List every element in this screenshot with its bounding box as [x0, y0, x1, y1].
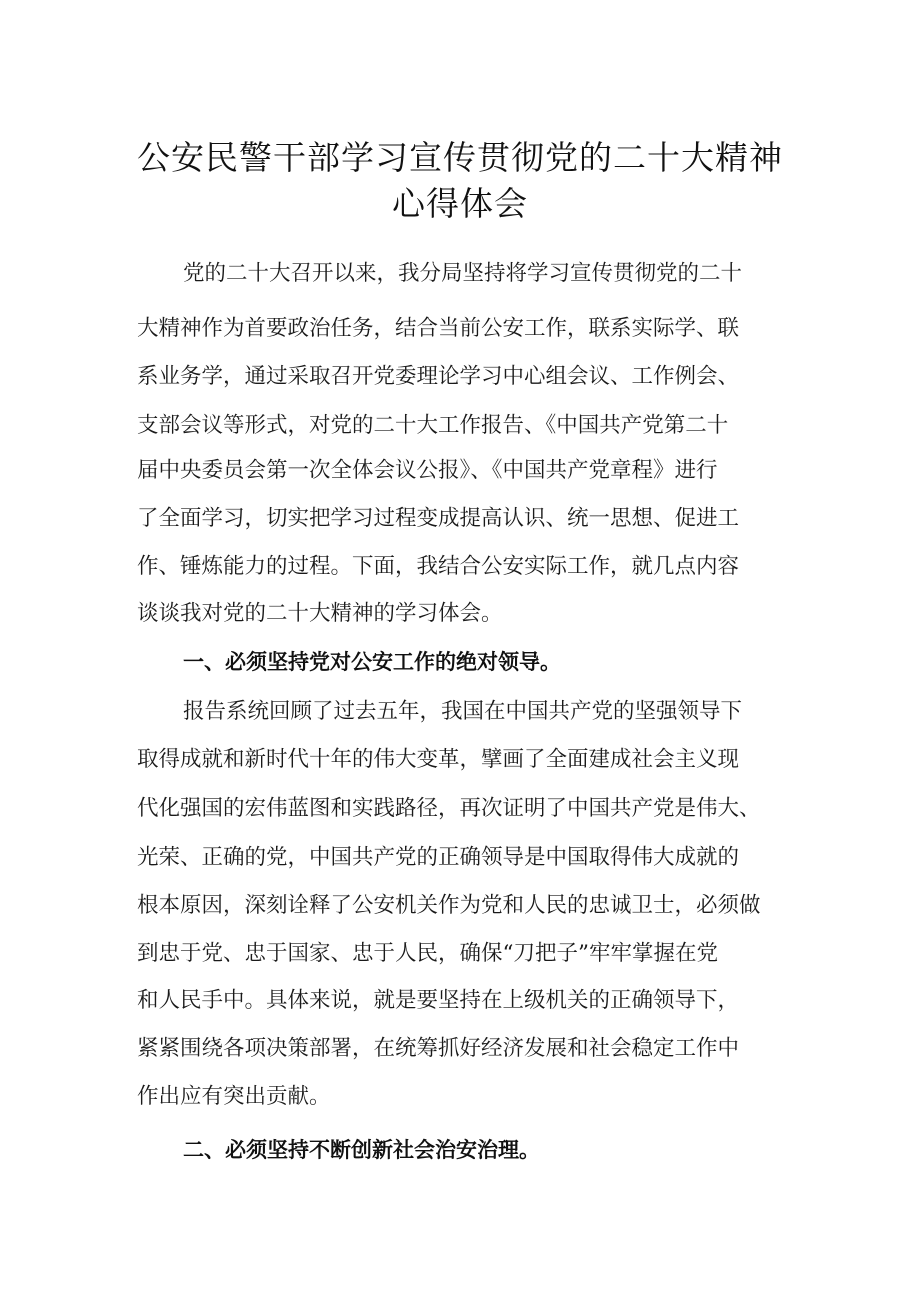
intro-line: 谈谈我对党的二十大精神的学习体会。 [137, 601, 503, 626]
section-1-line: 报告系统回顾了过去五年，我国在中国共产党的坚强领导下 [183, 699, 743, 724]
section-1-line: 紧紧围绕各项决策部署，在统筹抓好经济发展和社会稳定工作中 [137, 1036, 740, 1061]
section-1-line: 代化强国的宏伟蓝图和实践路径，再次证明了中国共产党是伟大、 [137, 796, 761, 821]
section-1-line: 根本原因，深刻诠释了公安机关作为党和人民的忠诚卫士，必须做 [137, 893, 761, 918]
section-1-line: 到忠于党、忠于国家、忠于人民，确保“刀把子”牢牢掌握在党 [137, 941, 718, 966]
section-1-line: 光荣、正确的党，中国共产党的正确领导是中国取得伟大成就的 [137, 845, 740, 870]
document-title-line-2: 心得体会 [392, 184, 528, 223]
section-1-heading: 一、必须坚持党对公安工作的绝对领导。 [183, 650, 561, 674]
document-title-line-1: 公安民警干部学习宣传贯彻党的二十大精神 [137, 138, 783, 177]
section-1-line: 作出应有突出贡献。 [137, 1084, 331, 1109]
section-1-line: 取得成就和新时代十年的伟大变革，擘画了全面建成社会主义现 [137, 747, 740, 772]
intro-line: 系业务学，通过采取召开党委理论学习中心组会议、工作例会、 [137, 364, 740, 389]
intro-line: 大精神作为首要政治任务，结合当前公安工作，联系实际学、联 [137, 316, 740, 341]
intro-line: 届中央委员会第一次全体会议公报》、《中国共产党章程》进行 [137, 458, 718, 483]
section-1-line: 和人民手中。具体来说，就是要坚持在上级机关的正确领导下， [137, 988, 740, 1013]
section-2-heading: 二、必须坚持不断创新社会治安治理。 [183, 1138, 540, 1162]
intro-line: 作、锤炼能力的过程。下面，我结合公安实际工作，就几点内容 [137, 554, 740, 579]
intro-line: 了全面学习，切实把学习过程变成提高认识、统一思想、促进工 [137, 506, 740, 531]
intro-line: 党的二十大召开以来，我分局坚持将学习宣传贯彻党的二十 [183, 261, 743, 286]
intro-line: 支部会议等形式，对党的二十大工作报告、《中国共产党第二十 [137, 413, 729, 438]
